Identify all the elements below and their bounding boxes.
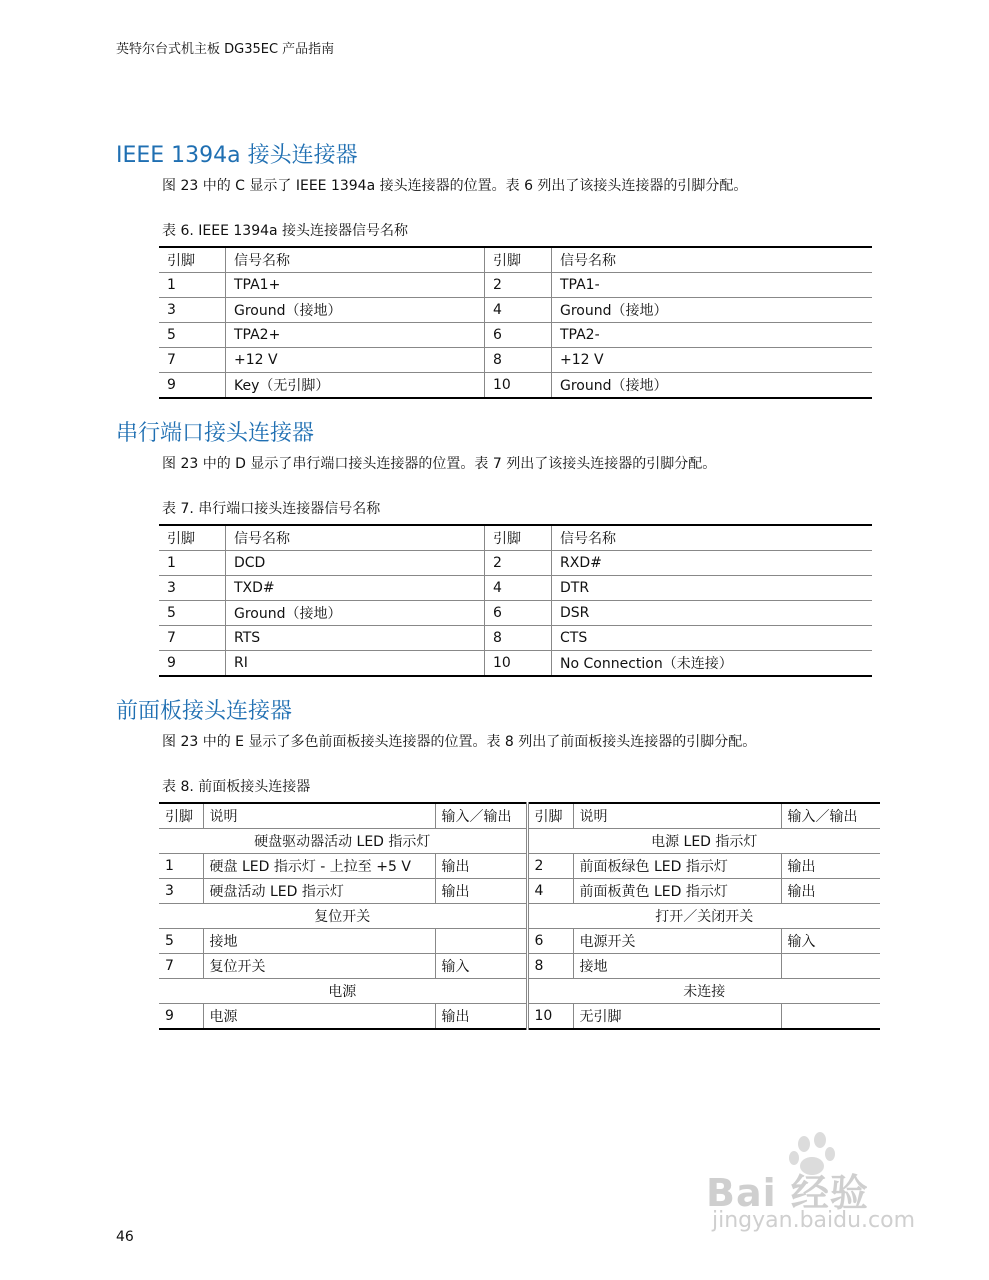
table-header-row bbox=[159, 803, 880, 829]
table-cell: 硬盘活动 LED 指示灯 bbox=[203, 879, 435, 904]
table-cell: Ground（接地） bbox=[552, 373, 873, 399]
group-title-row bbox=[159, 904, 880, 929]
table-row bbox=[159, 626, 872, 651]
table-caption: 表 6. IEEE 1394a 接头连接器信号名称 bbox=[162, 223, 409, 239]
table-row bbox=[159, 929, 880, 954]
header-cell: 引脚 bbox=[159, 803, 203, 829]
group-title-row bbox=[159, 979, 880, 1004]
table-cell: RXD# bbox=[552, 551, 873, 576]
serial-port-pin-table bbox=[159, 524, 872, 677]
table-caption: 表 8. 前面板接头连接器 bbox=[162, 779, 311, 795]
table-row bbox=[159, 323, 872, 348]
table-row bbox=[159, 373, 872, 399]
header-cell: 引脚 bbox=[485, 247, 552, 273]
header-cell: 说明 bbox=[203, 803, 435, 829]
table-cell: 输入 bbox=[435, 954, 527, 979]
group-title: 电源 LED 指示灯 bbox=[527, 829, 880, 854]
table-cell: 复位开关 bbox=[203, 954, 435, 979]
group-title: 硬盘驱动器活动 LED 指示灯 bbox=[159, 829, 527, 854]
table-row bbox=[159, 348, 872, 373]
table-caption: 表 7. 串行端口接头连接器信号名称 bbox=[162, 501, 381, 517]
table-cell: 5 bbox=[159, 323, 226, 348]
table-cell: TPA1+ bbox=[226, 273, 485, 298]
table-cell: TPA2+ bbox=[226, 323, 485, 348]
section-heading-front-panel: 前面板接头连接器 bbox=[116, 699, 293, 724]
header-cell: 信号名称 bbox=[226, 525, 485, 551]
table-cell: 9 bbox=[159, 1004, 203, 1030]
table-cell: 7 bbox=[159, 348, 226, 373]
header-cell: 信号名称 bbox=[552, 247, 873, 273]
table-cell: 电源 bbox=[203, 1004, 435, 1030]
table-cell: 4 bbox=[485, 576, 552, 601]
table-row bbox=[159, 854, 880, 879]
table-cell: 输出 bbox=[435, 854, 527, 879]
table-cell: 接地 bbox=[573, 954, 781, 979]
table-cell: 输出 bbox=[435, 879, 527, 904]
table-cell: 10 bbox=[527, 1004, 573, 1030]
table-cell: 5 bbox=[159, 929, 203, 954]
table-cell: 8 bbox=[485, 348, 552, 373]
table-row bbox=[159, 651, 872, 677]
table-cell: 2 bbox=[527, 854, 573, 879]
table-cell: Ground（接地） bbox=[226, 601, 485, 626]
page-number: 46 bbox=[116, 1229, 134, 1245]
watermark-url: jingyan.baidu.com bbox=[712, 1208, 916, 1233]
table-cell: DCD bbox=[226, 551, 485, 576]
table-cell: RTS bbox=[226, 626, 485, 651]
table-cell: 1 bbox=[159, 854, 203, 879]
table-cell: TPA2- bbox=[552, 323, 873, 348]
table-cell: 3 bbox=[159, 298, 226, 323]
table-cell: 7 bbox=[159, 954, 203, 979]
header-cell: 说明 bbox=[573, 803, 781, 829]
table-row bbox=[159, 954, 880, 979]
group-title: 未连接 bbox=[527, 979, 880, 1004]
header-cell: 引脚 bbox=[159, 525, 226, 551]
group-title: 复位开关 bbox=[159, 904, 527, 929]
table-cell: 电源开关 bbox=[573, 929, 781, 954]
table-cell: 输出 bbox=[435, 1004, 527, 1030]
table-cell: TPA1- bbox=[552, 273, 873, 298]
header-cell: 引脚 bbox=[527, 803, 573, 829]
header-cell: 信号名称 bbox=[552, 525, 873, 551]
table-cell: 输出 bbox=[781, 879, 880, 904]
section-paragraph: 图 23 中的 C 显示了 IEEE 1394a 接头连接器的位置。表 6 列出了该接头连接器的引脚分配。 bbox=[162, 178, 748, 194]
table-cell: 6 bbox=[527, 929, 573, 954]
table-cell: 2 bbox=[485, 551, 552, 576]
table-cell: 10 bbox=[485, 651, 552, 677]
header-cell: 输入／输出 bbox=[435, 803, 527, 829]
table-row bbox=[159, 551, 872, 576]
section-paragraph: 图 23 中的 D 显示了串行端口接头连接器的位置。表 7 列出了该接头连接器的引脚分配。 bbox=[162, 456, 717, 472]
table-cell: 4 bbox=[527, 879, 573, 904]
table-cell: 2 bbox=[485, 273, 552, 298]
table-cell: 接地 bbox=[203, 929, 435, 954]
table-cell: +12 V bbox=[226, 348, 485, 373]
front-panel-pin-table bbox=[159, 802, 880, 1030]
watermark-brand: Bai 经验 bbox=[706, 1171, 869, 1215]
table-cell: Ground（接地） bbox=[552, 298, 873, 323]
table-cell: 3 bbox=[159, 576, 226, 601]
table-cell: No Connection（未连接） bbox=[552, 651, 873, 677]
table-cell bbox=[435, 929, 527, 954]
group-title-row bbox=[159, 829, 880, 854]
table-cell: Key（无引脚） bbox=[226, 373, 485, 399]
table-cell bbox=[781, 954, 880, 979]
table-cell: 4 bbox=[485, 298, 552, 323]
table-cell: 9 bbox=[159, 373, 226, 399]
table-cell: CTS bbox=[552, 626, 873, 651]
table-cell: 6 bbox=[485, 323, 552, 348]
table-cell: TXD# bbox=[226, 576, 485, 601]
table-cell bbox=[781, 1004, 880, 1030]
section-paragraph: 图 23 中的 E 显示了多色前面板接头连接器的位置。表 8 列出了前面板接头连接器的引脚分配。 bbox=[162, 734, 757, 750]
table-cell: 6 bbox=[485, 601, 552, 626]
section-heading-ieee1394a: IEEE 1394a 接头连接器 bbox=[116, 143, 358, 168]
table-cell: 9 bbox=[159, 651, 226, 677]
table-cell: 输出 bbox=[781, 854, 880, 879]
table-row bbox=[159, 601, 872, 626]
table-cell: 前面板黄色 LED 指示灯 bbox=[573, 879, 781, 904]
header-cell: 引脚 bbox=[485, 525, 552, 551]
table-row bbox=[159, 1004, 880, 1030]
group-title: 打开／关闭开关 bbox=[527, 904, 880, 929]
table-row bbox=[159, 576, 872, 601]
table-cell: 前面板绿色 LED 指示灯 bbox=[573, 854, 781, 879]
section-heading-serial-port: 串行端口接头连接器 bbox=[116, 421, 315, 446]
group-title: 电源 bbox=[159, 979, 527, 1004]
header-cell: 输入／输出 bbox=[781, 803, 880, 829]
table-cell: 5 bbox=[159, 601, 226, 626]
table-row bbox=[159, 879, 880, 904]
table-row bbox=[159, 273, 872, 298]
table-cell: 输入 bbox=[781, 929, 880, 954]
table-cell: 1 bbox=[159, 551, 226, 576]
table-cell: Ground（接地） bbox=[226, 298, 485, 323]
table-cell: 7 bbox=[159, 626, 226, 651]
table-cell: 8 bbox=[485, 626, 552, 651]
table-cell: 3 bbox=[159, 879, 203, 904]
table-row bbox=[159, 298, 872, 323]
table-cell: 10 bbox=[485, 373, 552, 399]
table-header-row bbox=[159, 525, 872, 551]
page-header: 英特尔台式机主板 DG35EC 产品指南 bbox=[116, 42, 335, 57]
header-cell: 信号名称 bbox=[226, 247, 485, 273]
table-cell: DTR bbox=[552, 576, 873, 601]
table-cell: 8 bbox=[527, 954, 573, 979]
table-cell: RI bbox=[226, 651, 485, 677]
table-header-row bbox=[159, 247, 872, 273]
table-cell: 无引脚 bbox=[573, 1004, 781, 1030]
table-cell: +12 V bbox=[552, 348, 873, 373]
table-cell: DSR bbox=[552, 601, 873, 626]
ieee1394a-pin-table bbox=[159, 246, 872, 399]
header-cell: 引脚 bbox=[159, 247, 226, 273]
table-cell: 1 bbox=[159, 273, 226, 298]
table-cell: 硬盘 LED 指示灯 - 上拉至 +5 V bbox=[203, 854, 435, 879]
